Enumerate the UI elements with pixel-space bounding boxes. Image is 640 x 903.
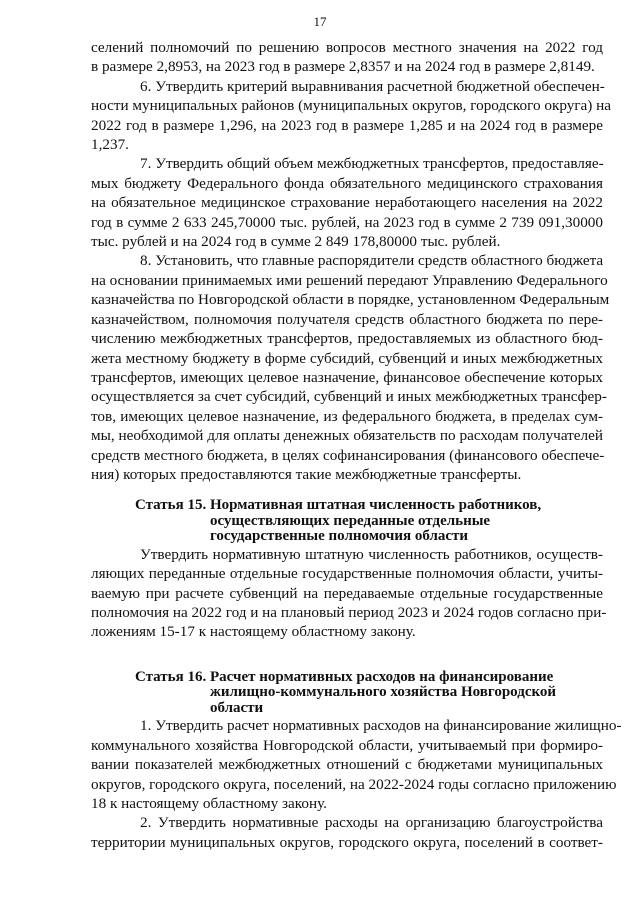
text-line: 2022 год в размере 1,296, на 2023 год в размере 1,285 и на 2024 год в размере [91,116,603,134]
text-line: 8. Установить, что главные распорядители средств областного бюджета [140,252,604,270]
text-line: 1,237. [91,136,129,154]
text-line: год в сумме 2 633 245,70000 тыс. рублей, на 2023 год в сумме 2 739 091,30000 [91,213,603,231]
article-title-line: Расчет нормативных расходов на финансирование [209,668,554,685]
page-content [91,38,622,852]
article-title [210,498,541,545]
article-title-line: области [209,699,264,716]
text-line: в размере 2,8953, на 2023 год в размере 2,8357 и на 2024 год в размере 2,8149. [91,58,595,76]
text-line: жета местному бюджету в форме субсидий, субвенций и иных межбюджетных [91,349,603,367]
text-line: ваемую при расчете субвенций на передаваемые отдельные государственные [91,584,603,602]
text-line: селений полномочий по решению вопросов местного значения на 2022 год [91,39,603,56]
article-title-line: осуществляющих переданные отдельные [209,512,491,529]
text-line: тов, имеющих целевое назначение, из федерального бюджета, в пределах сум- [91,407,603,425]
text-line: мы, необходимой для оплаты денежных обязательств по расходам получателей [91,427,603,445]
text-line: тыс. рублей и на 2024 год в сумме 2 849 178,80000 тыс. рублей. [91,233,501,251]
article-title-line: Нормативная штатная численность работников, [209,497,542,514]
text-line: 1. Утвердить расчет нормативных расходов на финансирование жилищно- [140,717,622,735]
text-line: округов, городского округа, поселений, на 2022-2024 годы согласно приложению [91,775,617,793]
text-line: 7. Утвердить общий объем межбюджетных трансфертов, предоставляе- [140,155,604,173]
text-line: трансфертов, имеющих целевое назначение, финансовое обеспечение которых [91,368,603,386]
text-line: 18 к настоящему областному закону. [91,795,327,812]
page-number: 17 [313,14,327,29]
text-line: Утвердить нормативную штатную численность работников, осуществ- [140,545,603,563]
text-line: на обязательное медицинское страхование неработающего населения на 2022 [91,194,603,212]
text-line: территории муниципальных округов, городского округа, поселений в соответ- [91,833,603,851]
article-15-heading [135,498,603,545]
text-line: казначейства по Новгородской области в порядке, установленном Федеральным [91,291,610,309]
article-label: Статья 16. [135,668,210,685]
text-line: ложениям 15-17 к настоящему областному закону. [91,623,416,641]
article-title [210,670,556,717]
text-line: полномочия на 2022 год и на плановый период 2023 и 2024 годов согласно при- [91,604,607,622]
text-line: казначейством, полномочия получателя средств областного бюджета по пере- [91,310,603,328]
article-title-line: государственные полномочия области [209,528,469,545]
text-line: ляющих переданные отдельные государственные полномочия области, учиты- [91,565,603,583]
text-line: ния) которых предоставляются такие межбюджетные трансферты. [91,465,522,483]
article-16-heading [135,670,603,717]
text-line: 6. Утвердить критерий выравнивания расчетной бюджетной обеспечен- [140,77,605,95]
text-line: осуществляется за счет субсидий, субвенций и иных межбюджетных трансфер- [91,388,607,406]
text-line: ности муниципальных районов (муниципальных округов, городского округа) на [91,97,612,115]
text-line: мых бюджету Федерального фонда обязательного медицинского страхования [91,174,603,192]
text-line: коммунального хозяйства Новгородской области, учитываемый при формиро- [91,736,603,754]
text-line: на основании принимаемых ими решений передают Управлению Федерального [91,271,608,289]
text-line: 2. Утвердить нормативные расходы на организацию благоустройства [140,814,603,832]
text-line: вании показателей межбюджетных отношений с бюджетами муниципальных [91,756,603,774]
text-line: числению межбюджетных трансфертов, предоставляемых из областного бюд- [91,330,603,348]
article-label: Статья 15. [135,497,210,514]
article-title-line: жилищно-коммунального хозяйства Новгородской [209,684,557,701]
text-line: средств местного бюджета, в целях софинансирования (финансового обеспече- [91,446,605,464]
